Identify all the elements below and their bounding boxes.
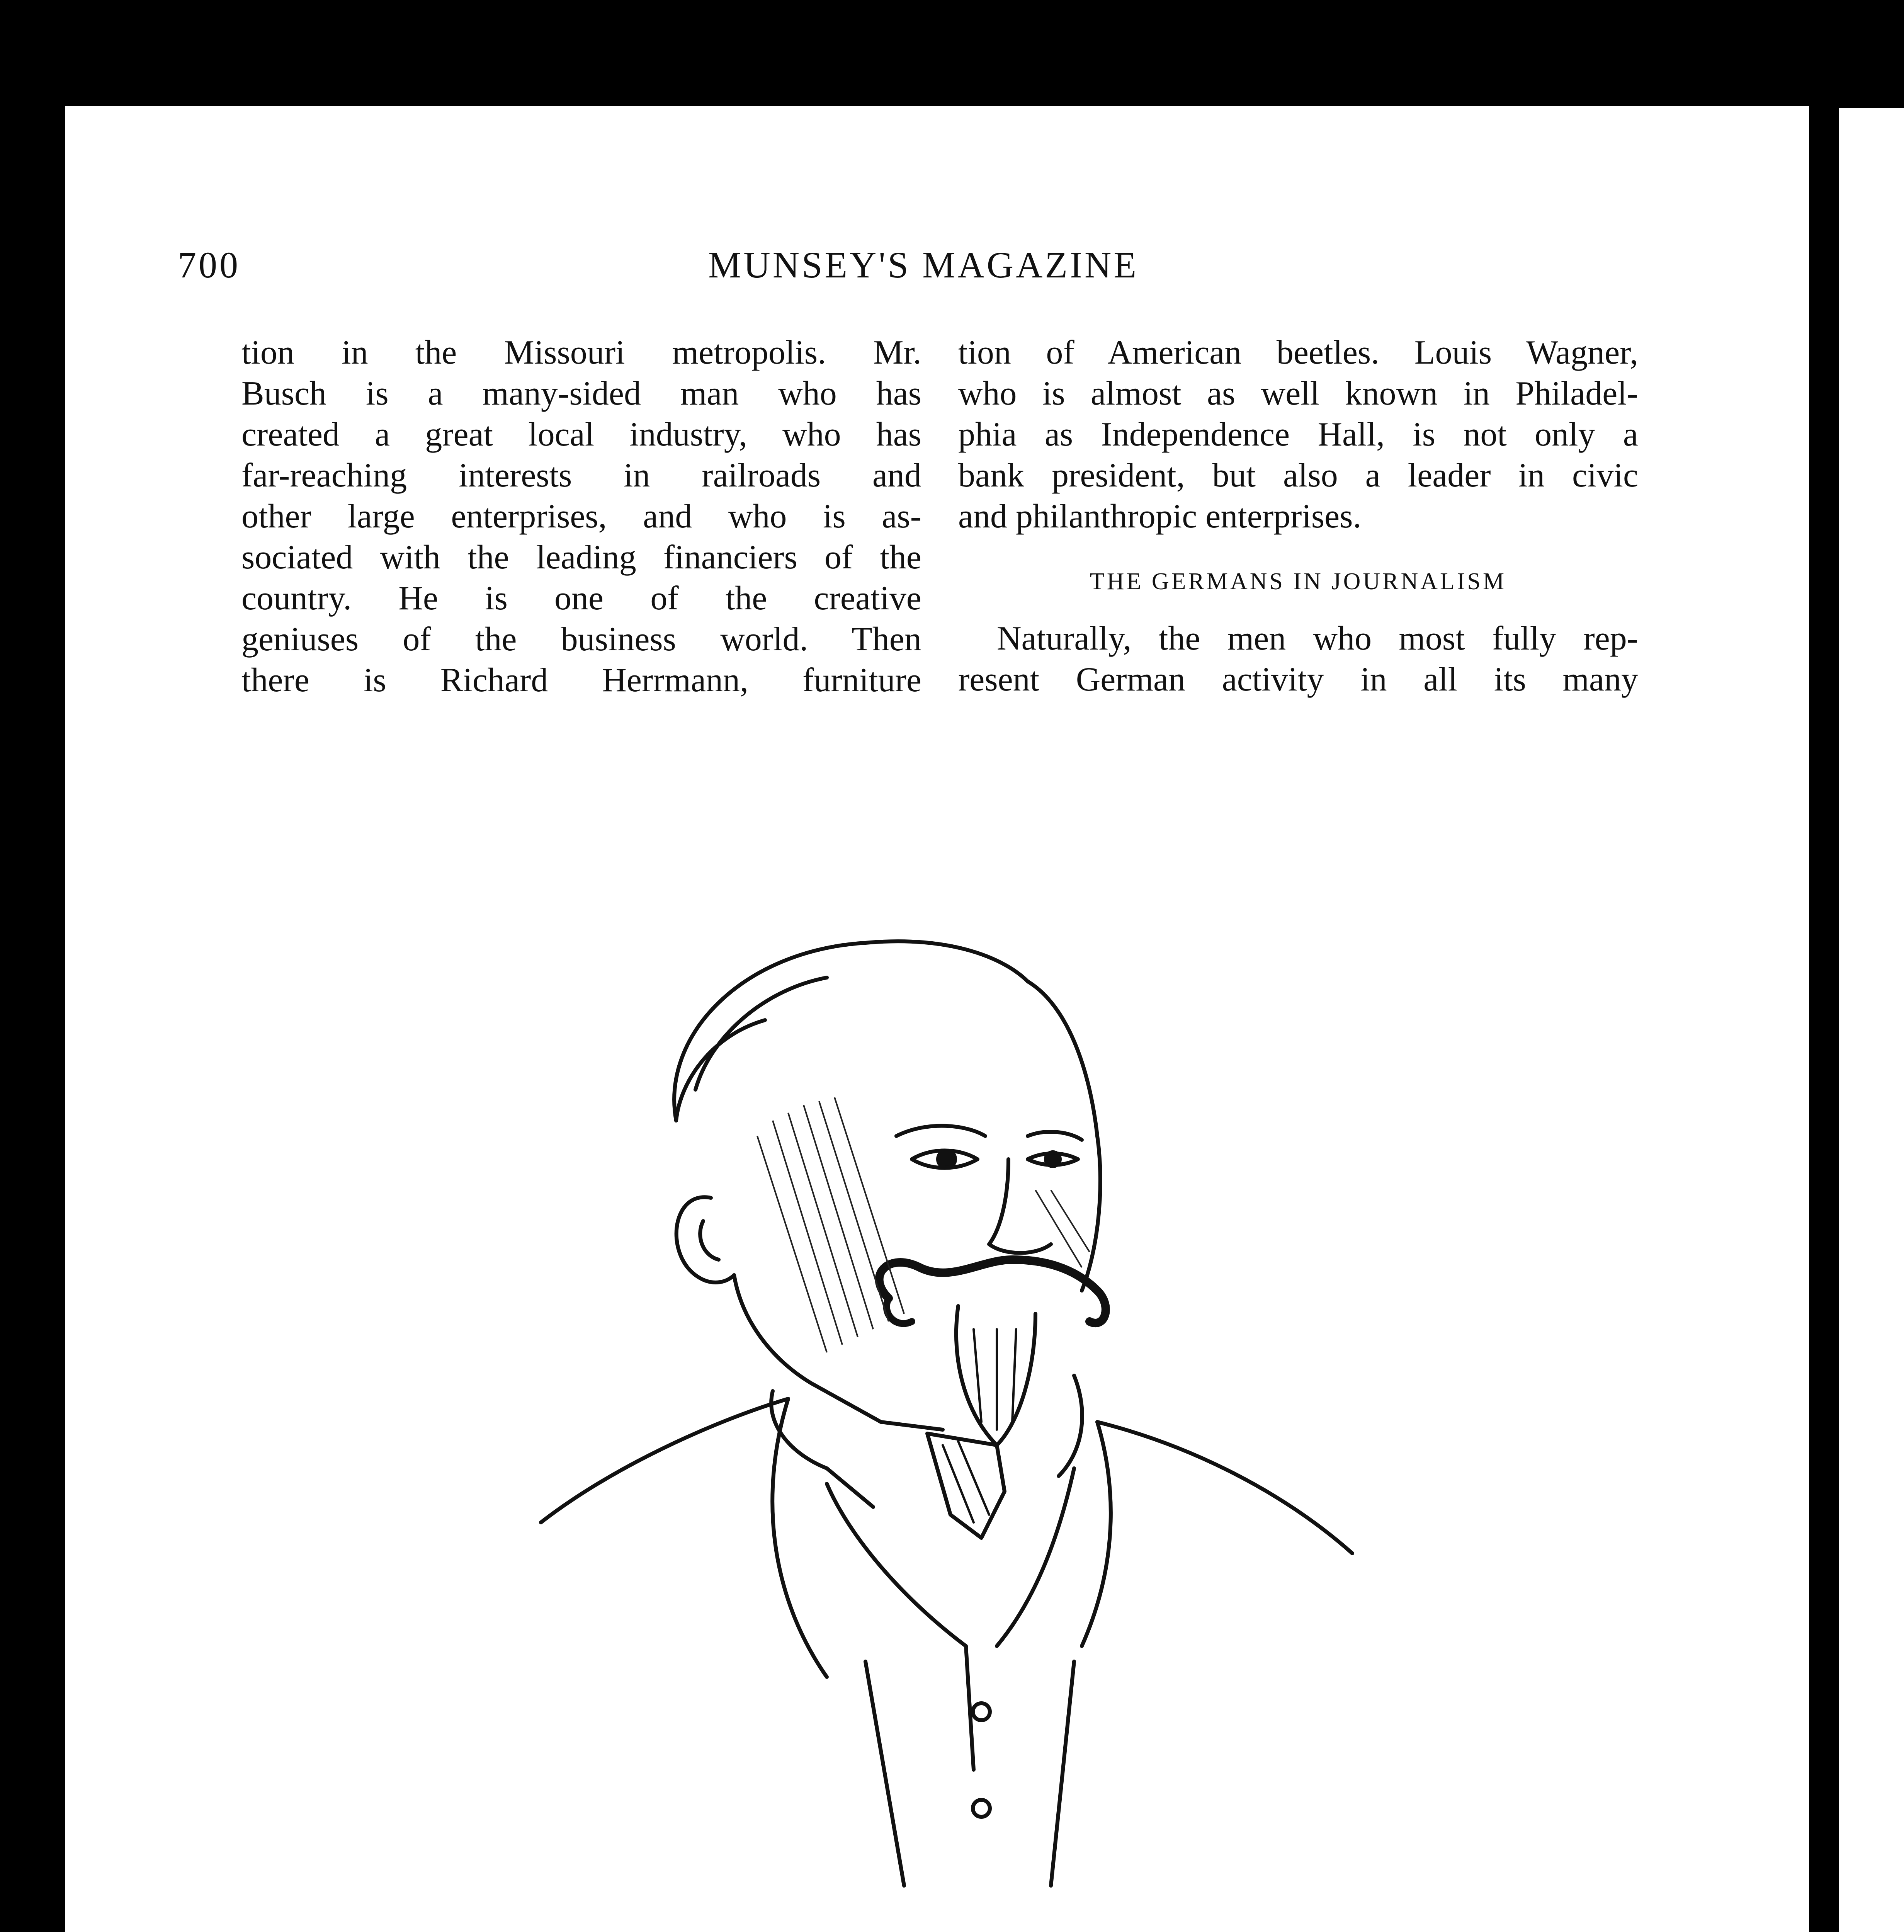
- text-line: phia as Independence Hall, is not only a: [958, 416, 1638, 453]
- text-line: who is almost as well known in Philadel-: [958, 375, 1638, 412]
- text-line: country. He is one of the creative: [241, 580, 921, 617]
- text-line: sociated with the leading financiers of the: [241, 539, 921, 576]
- page-number: 700: [178, 244, 240, 286]
- top-right-column: [958, 332, 1638, 537]
- text-line: geniuses of the business world. Then: [241, 621, 921, 658]
- top-right-column-continued: [958, 618, 1638, 700]
- text-line: there is Richard Herrmann, furniture: [241, 662, 921, 699]
- text-line: tion in the Missouri metropolis. Mr.: [241, 334, 921, 371]
- text-line: and philanthropic enterprises.: [958, 498, 1362, 535]
- text-line: tion of American beetles. Louis Wagner,: [958, 334, 1638, 371]
- text-line: created a great local industry, who has: [241, 416, 921, 453]
- text-line: Naturally, the men who most fully rep-: [997, 620, 1638, 657]
- text-line: other large enterprises, and who is as-: [241, 498, 921, 535]
- next-page-edge: [1839, 108, 1904, 1932]
- portrait-illustration: [495, 920, 1399, 1932]
- running-head: MUNSEY'S MAGAZINE: [708, 244, 1139, 286]
- text-line: Busch is a many-sided man who has: [241, 375, 921, 412]
- text-line: far-reaching interests in railroads and: [241, 457, 921, 494]
- text-line: bank president, but also a leader in civic: [958, 457, 1638, 494]
- top-left-column: [241, 332, 921, 701]
- section-heading: THE GERMANS IN JOURNALISM: [1090, 568, 1507, 595]
- page-header: [178, 243, 1669, 294]
- text-line: resent German activity in all its many: [958, 661, 1638, 698]
